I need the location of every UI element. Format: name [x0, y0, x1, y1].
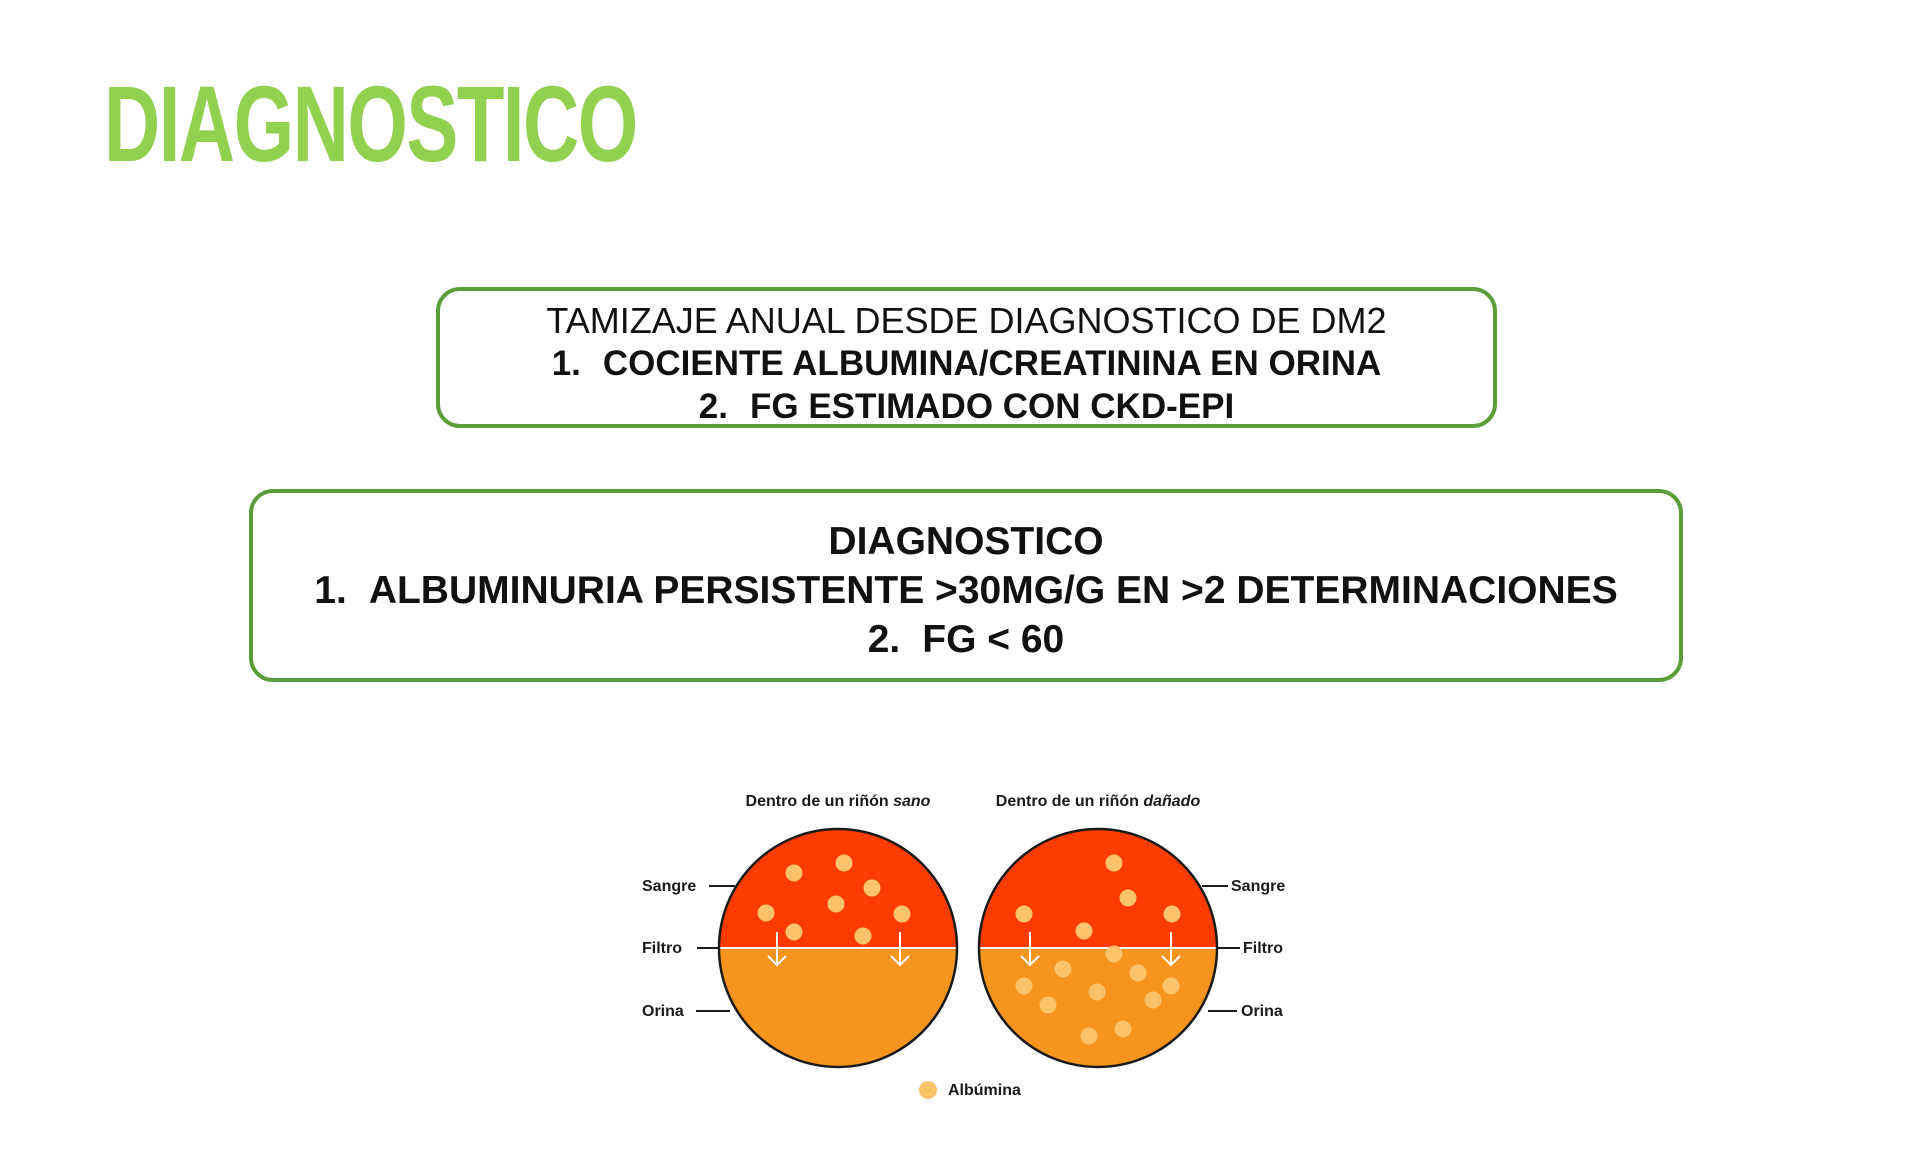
label-blood: Sangre: [1231, 878, 1286, 895]
kidney-filter-figure: [630, 780, 1330, 1110]
label-blood: Sangre: [642, 878, 697, 895]
damaged-kidney-caption: Dentro de un riñón dañado: [995, 793, 1201, 810]
diagnosis-heading: DIAGNOSTICO: [828, 520, 1104, 563]
slide-title: DIAGNOSTICO: [104, 63, 637, 184]
urine-region: [719, 948, 957, 1067]
label-urine: Orina: [642, 1003, 684, 1020]
screening-item: [440, 385, 1493, 428]
kidney-filter-illustration: [630, 780, 1330, 1110]
albumin-legend-dot: [919, 1081, 937, 1099]
blood-region: [719, 829, 957, 948]
diagnosis-item-text: ALBUMINURIA PERSISTENTE >30MG/G EN >2 DETERMINACIONES: [368, 569, 1618, 612]
diagnosis-box: [249, 489, 1683, 682]
healthy-kidney-circle: [719, 829, 957, 1067]
diagnosis-item-text: FG < 60: [922, 618, 1065, 661]
screening-item-number: 2.: [698, 387, 728, 426]
diagnosis-item-number: 2.: [867, 618, 901, 661]
diagnosis-item-number: 1.: [314, 569, 347, 612]
screening-item-text: FG ESTIMADO CON CKD-EPI: [750, 387, 1235, 426]
urine-region: [979, 948, 1217, 1067]
screening-item-number: 1.: [551, 344, 581, 383]
screening-item-text: COCIENTE ALBUMINA/CREATININA EN ORINA: [602, 344, 1382, 383]
label-filter: Filtro: [1243, 940, 1283, 957]
screening-item: [440, 342, 1493, 385]
albumin-legend-label: Albúmina: [948, 1082, 1021, 1099]
blood-region: [979, 829, 1217, 948]
screening-heading: TAMIZAJE ANUAL DESDE DIAGNOSTICO DE DM2: [546, 300, 1387, 341]
damaged-kidney-circle: [979, 829, 1217, 1067]
diagnosis-item: [253, 566, 1679, 615]
diagnosis-item: [253, 615, 1679, 664]
screening-box: [436, 287, 1497, 428]
healthy-kidney-caption: Dentro de un riñón sano: [745, 793, 931, 810]
label-urine: Orina: [1241, 1003, 1283, 1020]
label-filter: Filtro: [642, 940, 682, 957]
albumin-legend: [919, 1081, 1021, 1099]
